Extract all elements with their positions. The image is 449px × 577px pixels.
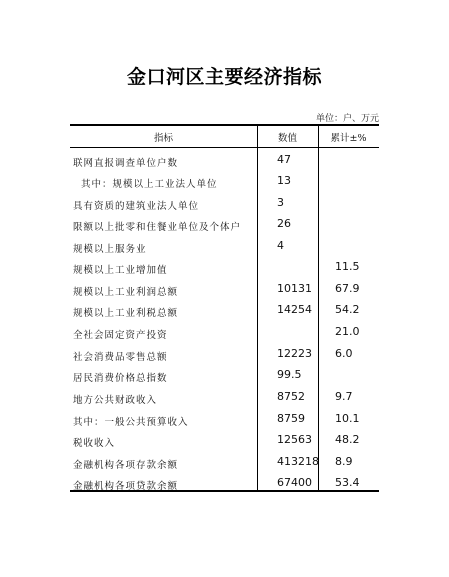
table-row (70, 300, 379, 321)
table-row (70, 473, 379, 494)
table-row (70, 214, 379, 235)
table-row (70, 322, 379, 343)
indicator-name: 地方公共财政收入 (73, 395, 158, 406)
indicator-name: 规模以上服务业 (73, 244, 147, 255)
indicator-name: 全社会固定资产投资 (73, 330, 168, 341)
indicator-cumulative-pct: 53.4 (335, 476, 360, 489)
indicator-value: 47 (277, 153, 291, 166)
indicator-name: 规模以上工业利税总额 (73, 308, 179, 319)
indicator-value: 3 (277, 196, 284, 209)
table-row (70, 344, 379, 365)
indicator-name: 金融机构各项存款余额 (73, 460, 179, 471)
table-row (70, 171, 379, 192)
indicator-value: 12223 (277, 347, 312, 360)
indicator-cumulative-pct: 8.9 (335, 455, 353, 468)
header-cumulative-pct: 累计±% (330, 133, 367, 144)
indicator-cumulative-pct: 21.0 (335, 325, 360, 338)
indicator-name: 社会消费品零售总额 (73, 352, 168, 363)
indicator-value: 12563 (277, 433, 312, 446)
table-header (70, 126, 379, 148)
indicator-table (70, 124, 379, 492)
indicator-cumulative-pct: 54.2 (335, 303, 360, 316)
indicator-cumulative-pct: 48.2 (335, 433, 360, 446)
table-row (70, 452, 379, 473)
indicator-cumulative-pct: 6.0 (335, 347, 353, 360)
indicator-name: 具有资质的建筑业法人单位 (73, 201, 200, 212)
indicator-value: 67400 (277, 476, 312, 489)
indicator-value: 99.5 (277, 368, 302, 381)
table-row (70, 409, 379, 430)
table-row (70, 257, 379, 278)
header-value: 数值 (277, 133, 297, 144)
indicator-value: 10131 (277, 282, 312, 295)
indicator-value: 413218 (277, 455, 319, 468)
indicator-cumulative-pct: 11.5 (335, 260, 360, 273)
indicator-value: 8759 (277, 412, 305, 425)
indicator-value: 14254 (277, 303, 312, 316)
table-row (70, 430, 379, 451)
indicator-name: 其中：一般公共预算收入 (73, 417, 189, 428)
indicator-value: 8752 (277, 390, 305, 403)
indicator-value: 26 (277, 217, 291, 230)
table-row (70, 150, 379, 171)
indicator-name: 居民消费价格总指数 (73, 373, 168, 384)
indicator-value: 4 (277, 239, 284, 252)
indicator-name: 金融机构各项贷款余额 (73, 481, 179, 492)
table-row (70, 279, 379, 300)
table-row (70, 387, 379, 408)
indicator-name: 其中：规模以上工业法人单位 (81, 179, 218, 190)
unit-note: 单位：户、万元 (315, 114, 379, 124)
table-row (70, 236, 379, 257)
indicator-value: 13 (277, 174, 291, 187)
indicator-name: 税收收入 (73, 438, 116, 449)
indicator-name: 限额以上批零和住餐业单位及个体户 (73, 222, 242, 233)
table-row (70, 365, 379, 386)
indicator-name: 联网直报调查单位户数 (73, 158, 179, 169)
page-title: 金口河区主要经济指标 (126, 66, 322, 88)
indicator-cumulative-pct: 10.1 (335, 412, 360, 425)
indicator-cumulative-pct: 67.9 (335, 282, 360, 295)
header-indicator: 指标 (153, 133, 173, 144)
indicator-name: 规模以上工业增加值 (73, 265, 168, 276)
indicator-cumulative-pct: 9.7 (335, 390, 353, 403)
table-row (70, 193, 379, 214)
indicator-name: 规模以上工业利润总额 (73, 287, 179, 298)
